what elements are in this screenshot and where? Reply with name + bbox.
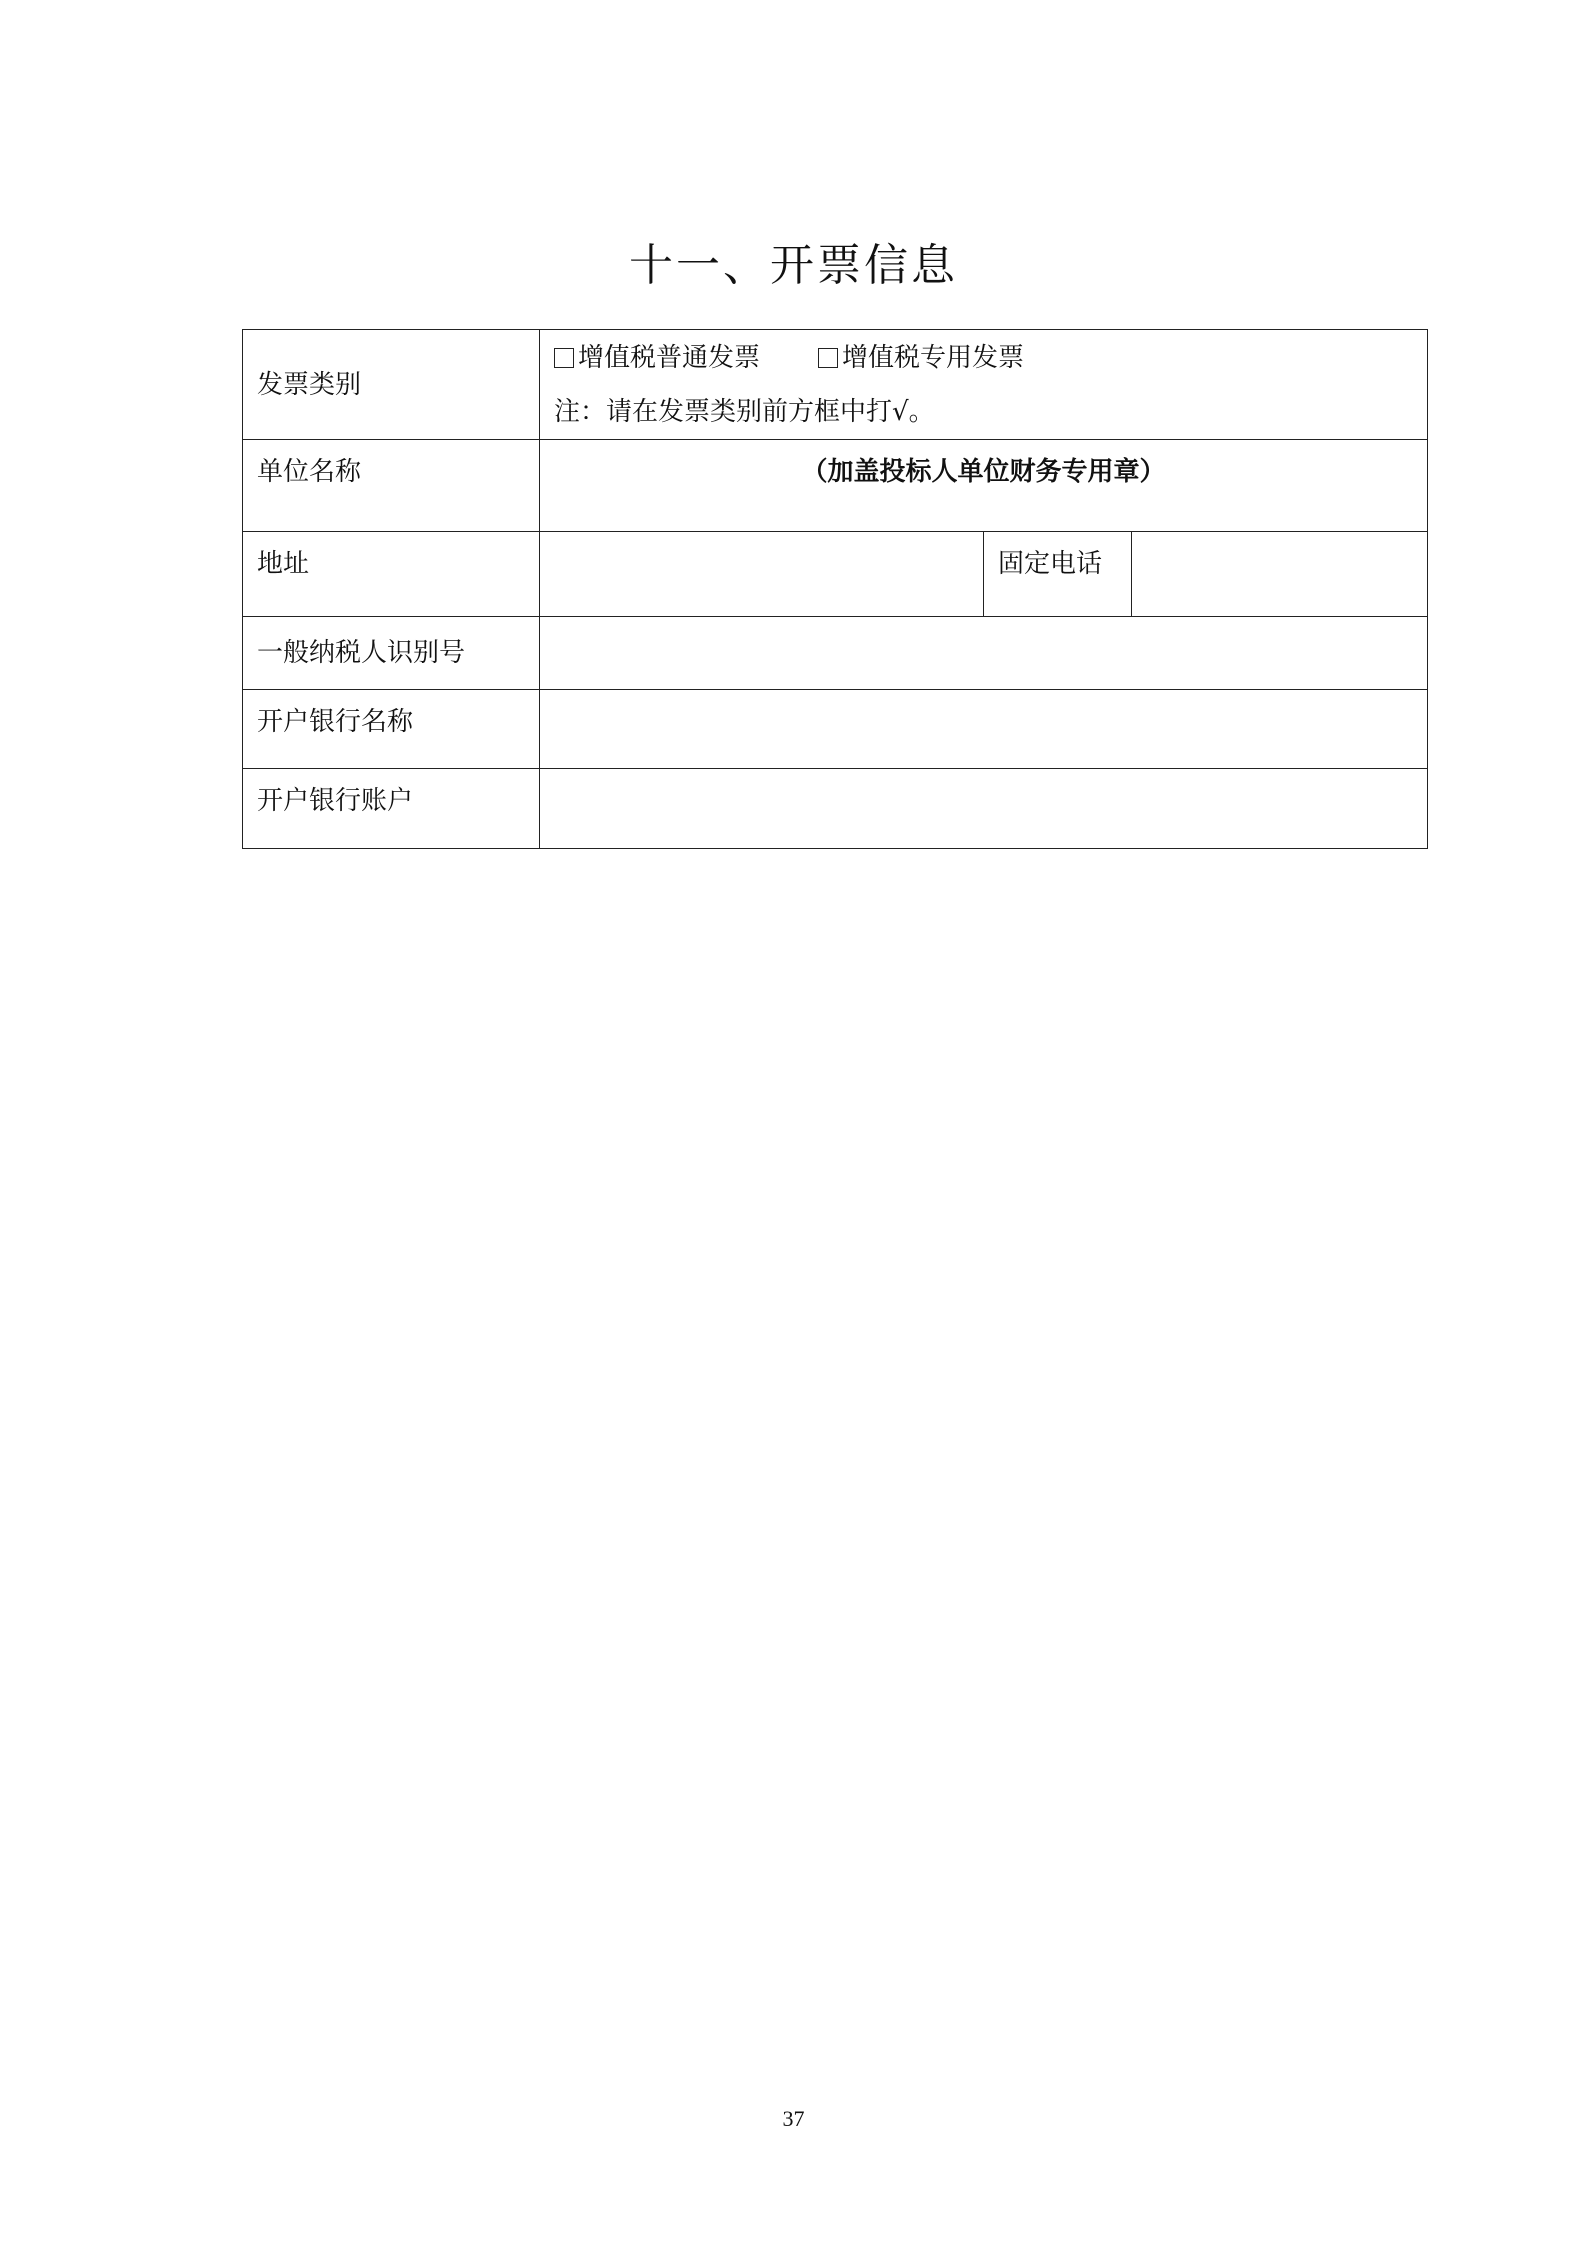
page-number: 37 xyxy=(782,2106,805,2131)
bank-name-row xyxy=(243,690,1428,769)
taxpayer-id-row xyxy=(243,617,1428,690)
special-invoice-option[interactable] xyxy=(818,340,1024,376)
phone-label: 固定电话 xyxy=(984,532,1132,617)
general-invoice-label: 增值税普通发票 xyxy=(578,342,761,373)
company-stamp-note: （加盖投标人单位财务专用章） xyxy=(540,440,1428,532)
bank-account-row xyxy=(243,769,1428,849)
invoice-type-label: 发票类别 xyxy=(243,330,540,440)
invoice-type-options xyxy=(554,340,1413,376)
bank-name-label: 开户银行名称 xyxy=(243,690,540,769)
address-row xyxy=(243,532,1428,617)
general-invoice-checkbox[interactable] xyxy=(554,348,574,368)
taxpayer-id-value-cell[interactable] xyxy=(540,617,1428,690)
bank-account-label: 开户银行账户 xyxy=(243,769,540,849)
taxpayer-id-label: 一般纳税人识别号 xyxy=(243,617,540,690)
general-invoice-option[interactable] xyxy=(554,340,760,376)
page-title: 十一、开票信息 xyxy=(629,240,958,291)
address-value-cell[interactable] xyxy=(540,532,984,617)
company-name-row xyxy=(243,440,1428,532)
phone-value-cell[interactable] xyxy=(1132,532,1428,617)
address-label: 地址 xyxy=(243,532,540,617)
invoice-type-row xyxy=(243,330,1428,440)
invoice-info-table xyxy=(242,329,1428,849)
special-invoice-label: 增值税专用发票 xyxy=(842,342,1025,373)
company-name-label: 单位名称 xyxy=(243,440,540,532)
special-invoice-checkbox[interactable] xyxy=(818,348,838,368)
invoice-type-note: 注：请在发票类别前方框中打√。 xyxy=(554,396,935,427)
bank-account-value-cell[interactable] xyxy=(540,769,1428,849)
invoice-type-options-cell xyxy=(540,330,1428,440)
bank-name-value-cell[interactable] xyxy=(540,690,1428,769)
